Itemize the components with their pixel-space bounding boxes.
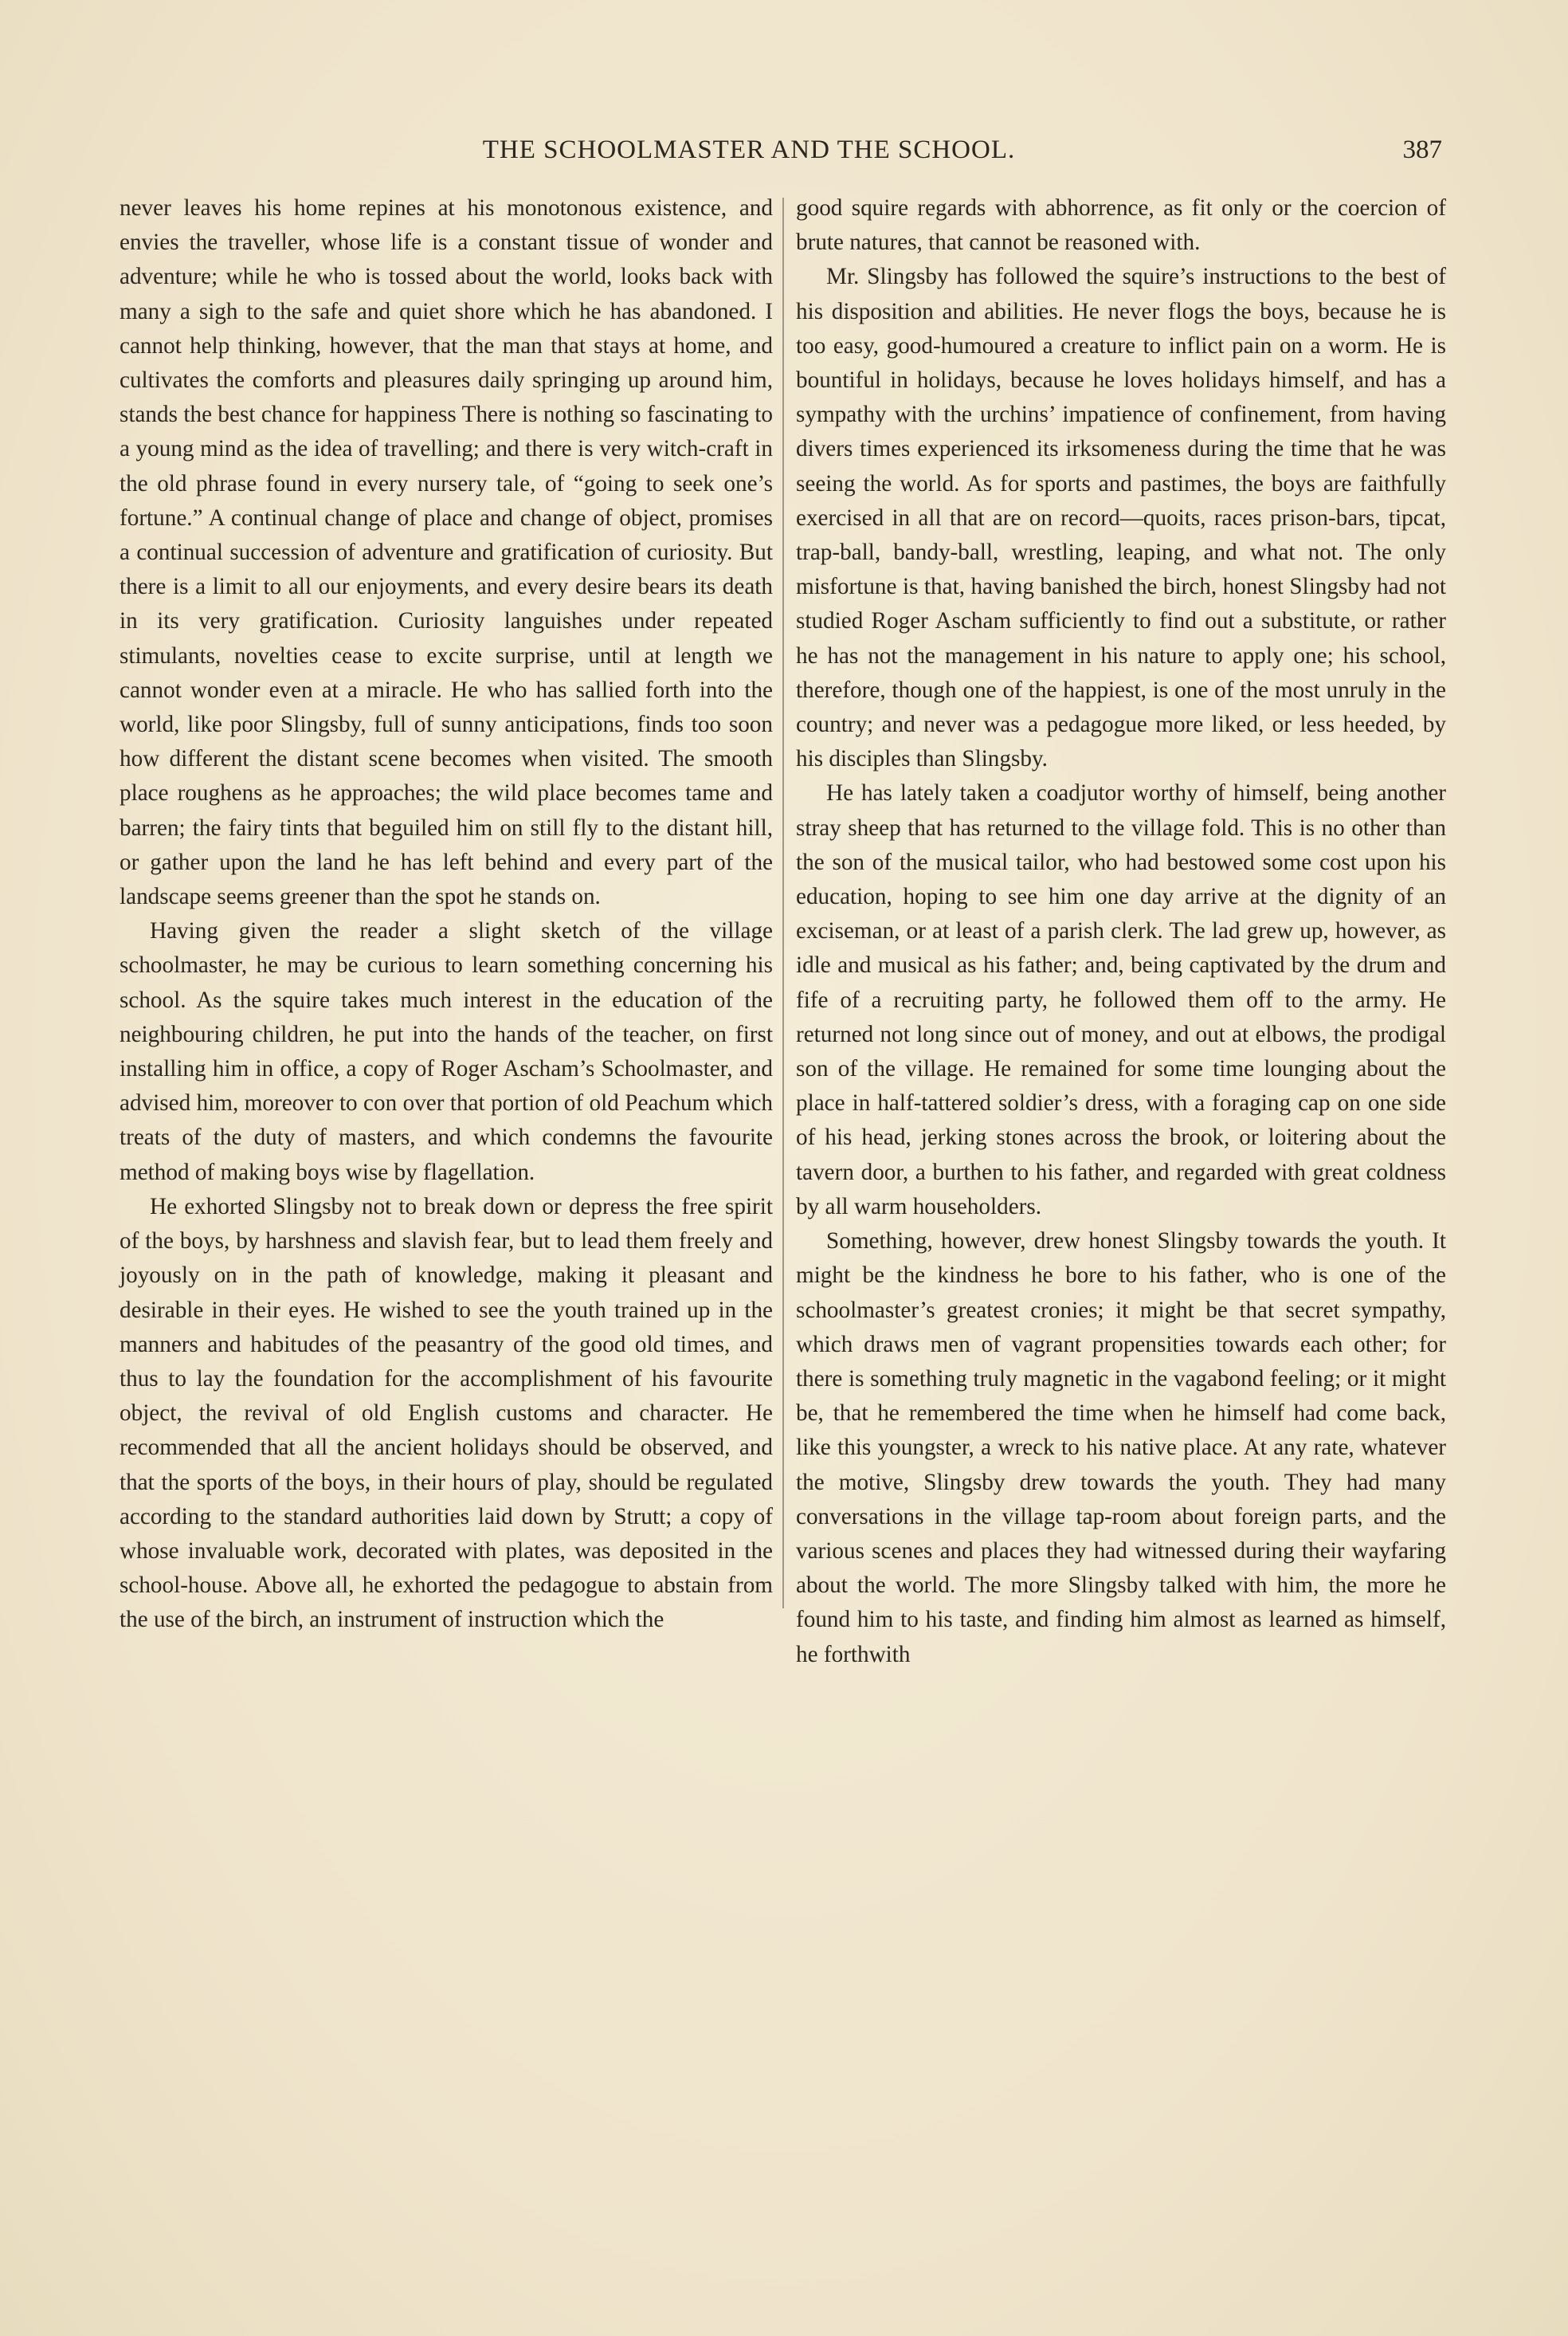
paragraph-right-1: good squire regards with abhorrence, as fit only or the coercion of brute natures, that cannot be reasoned with.	[796, 195, 1446, 256]
column-divider	[782, 198, 784, 1608]
running-title: THE SCHOOLMASTER AND THE SCHOOL.	[482, 135, 1016, 164]
paragraph-left-3: He exhorted Slingsby not to break down or depress the free spirit of the boys, by harshness and slavish fear, but to lead them freely and joyously on in the path of knowledge, making it pleasant and desirable in their eyes. He wished to see the youth trained up in the manners and habitudes of the peasantry of the good old times, and thus to lay the foundation for the accomplishment of his favourite object, the revival of old English customs and character. He recommended that all the ancient holidays should be observed, and that the sports of the boys, in their hours of play, should be regulated according to the standard authorities laid down by Strutt; a copy of whose invaluable work, decorated with plates, was deposited in the school-house. Above all, he exhorted the pedagogue to abstain from the use of the birch, an instrument of instruction which the	[120, 1193, 773, 1633]
paragraph-right-3: He has lately taken a coadjutor worthy of himself, being another stray sheep that has returned to the village fold. This is no other than the son of the musical tailor, who had bestowed some cost upon his education, hoping to see him one day arrive at the dignity of an exciseman, or at least of a parish clerk. The lad grew up, however, as idle and musical as his father; and, being captivated by the drum and fife of a recruiting party, he followed them off to the army. He returned not long since out of money, and out at elbows, the prodigal son of the village. He remained for some time lounging about the place in half-tattered soldier’s dress, with a foraging cap on one side of his head, jerking stones across the brook, or loitering about the tavern door, a burthen to his father, and regarded with great coldness by all warm householders.	[796, 780, 1446, 1219]
page-number: 387	[1402, 135, 1442, 164]
paragraph-right-2: Mr. Slingsby has followed the squire’s instructions to the best of his disposition and abilities. He never flogs the boys, because he is too easy, good-humoured a creature to inflict pain on a worm. He is bountiful in holidays, because he loves holidays himself, and has a sympathy with the urchins’ impatience of confinement, from having divers times experienced its irksomeness during the time that he was seeing the world. As for sports and pastimes, the boys are faithfully exercised in all that are on record—quoits, races prison-bars, tipcat, trap-ball, bandy-ball, wrestling, leaping, and what not. The only misfortune is that, having banished the birch, honest Slingsby had not studied Roger Ascham sufficiently to find out a substitute, or rather he has not the management in his nature to apply one; his school, therefore, though one of the happiest, is one of the most unruly in the country; and never was a pedagogue more liked, or less heeded, by his disciples than Slingsby.	[796, 264, 1446, 772]
paragraph-left-2: Having given the reader a slight sketch of the village schoolmaster, he may be curious to learn something concerning his school. As the squire takes much interest in the education of the neighbouring children, he put into the hands of the teacher, on first installing him in office, a copy of Roger Ascham’s Schoolmaster, and advised him, moreover to con over that portion of old Peachum which treats of the duty of masters, and which condemns the favourite method of making boys wise by flagellation.	[120, 918, 773, 1185]
right-column	[796, 191, 1446, 1672]
paragraph-left-1: never leaves his home repines at his monotonous existence, and envies the traveller, whose life is a constant tissue of wonder and adventure; while he who is tossed about the world, looks back with many a sigh to the safe and quiet shore which he has abandoned. I cannot help thinking, however, that the man that stays at home, and cultivates the comforts and pleasures daily springing up around him, stands the best chance for happiness There is nothing so fascinating to a young mind as the idea of travelling; and there is very witch-craft in the old phrase found in every nursery tale, of “going to seek one’s fortune.” A continual change of place and change of object, promises a continual succession of adventure and gratification of curiosity. But there is a limit to all our enjoyments, and every desire bears its death in its very gratification. Curiosity languishes under repeated stimulants, novelties cease to excite surprise, until at length we cannot wonder even at a miracle. He who has sallied forth into the world, like poor Slingsby, full of sunny anticipations, finds too soon how different the distant scene becomes when visited. The smooth place roughens as he approaches; the wild place becomes tame and barren; the fairy tints that beguiled him on still fly to the distant hill, or gather upon the land he has left behind and every part of the landscape seems greener than the spot he stands on.	[120, 195, 773, 910]
paragraph-right-4: Something, however, drew honest Slingsby towards the youth. It might be the kindness he bore to his father, who is one of the schoolmaster’s greatest cronies; it might be that secret sympathy, which draws men of vagrant propensities towards each other; for there is something truly magnetic in the vagabond feeling; or it might be, that he remembered the time when he himself had come back, like this youngster, a wreck to his native place. At any rate, whatever the motive, Slingsby drew towards the youth. They had many conversations in the village tap-room about foreign parts, and the various scenes and places they had witnessed during their wayfaring about the world. The more Slingsby talked with him, the more he found him to his taste, and finding him almost as learned as himself, he forthwith	[796, 1228, 1446, 1667]
left-column	[120, 191, 773, 1638]
running-head	[120, 135, 1442, 175]
